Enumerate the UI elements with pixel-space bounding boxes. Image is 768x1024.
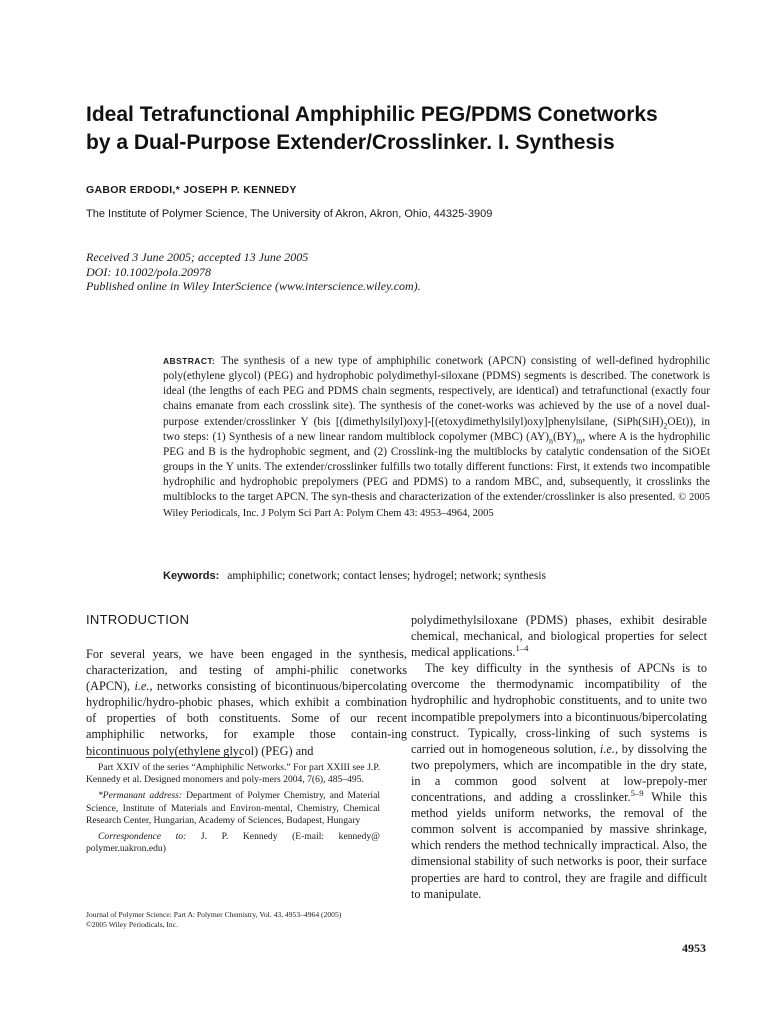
introduction-heading: INTRODUCTION	[86, 612, 190, 627]
right-p2-ie: i.e.	[599, 741, 615, 756]
right-column	[411, 612, 707, 902]
abstract-text-2: OEt)), in two steps: (1) Synthesis of a new linear random multiblock copolymer (MBC) (AY)	[163, 415, 710, 443]
keywords-list: amphiphilic; conetwork; contact lenses; hydrogel; network; synthesis	[227, 570, 546, 582]
footnote-correspondence	[86, 831, 380, 855]
footnote-series: Part XXIV of the series “Amphiphilic Networks.” For part XXIII see J.P. Kennedy et al. Designed monomers and poly-mers 2004, 7(6), 485–495.	[86, 762, 380, 786]
right-p1-text: polydimethylsiloxane (PDMS) phases, exhibit desirable chemical, mechanical, and biological properties for select medical applications.	[411, 613, 707, 660]
affiliation: The Institute of Polymer Science, The University of Akron, Akron, Ohio, 44325-3909	[86, 208, 493, 220]
keywords	[163, 570, 710, 582]
abstract-text-1: The synthesis of a new type of amphiphilic conetwork (APCN) consisting of well-defined hydrophilic poly(ethylene glycol) (PEG) and hydrophobic polydimethyl-siloxane (PDMS) segments is described. The conetwork is ideal (the lengths of each PEG and PDMS chain segments, respectively, are identical) and tetrafunctional (exactly four chains emanate from each crosslink site). The synthesis of the conet-works was achieved by the use of a novel dual-purpose extender/crosslinker Y (bis [(dimethylsilyl)oxy]-[(etoxydimethylsilyl)oxy]phenylsilane, (SiPh(SiH)	[163, 355, 710, 428]
footnote-address-label: *Permanant address:	[98, 790, 183, 802]
footnote-rule	[86, 757, 242, 758]
intro-p1-ie: i.e.	[134, 679, 150, 694]
keywords-heading: Keywords:	[163, 570, 220, 582]
publication-dates	[86, 250, 421, 294]
journal-line-1: Journal of Polymer Science: Part A: Polymer Chemistry, Vol. 43, 4953–4964 (2005)	[86, 910, 342, 919]
title-line-1: Ideal Tetrafunctional Amphiphilic PEG/PDMS Conetworks	[86, 103, 658, 126]
journal-line-2: ©2005 Wiley Periodicals, Inc.	[86, 920, 178, 929]
published-line: Published online in Wiley InterScience (www.interscience.wiley.com).	[86, 279, 421, 293]
received-line: Received 3 June 2005; accepted 13 June 2005	[86, 250, 309, 264]
reference-1-4[interactable]: 1–4	[515, 643, 529, 654]
abstract-sub-2: n	[548, 436, 553, 446]
journal-info	[86, 910, 406, 930]
footnote-correspondence-label: Correspondence to:	[98, 831, 187, 843]
abstract	[163, 354, 710, 521]
right-paragraph-2	[411, 660, 707, 901]
authors: GABOR ERDODI,* JOSEPH P. KENNEDY	[86, 184, 297, 196]
abstract-sub-3: m	[576, 436, 583, 446]
left-column	[86, 612, 407, 759]
abstract-text-3: (BY)	[552, 430, 577, 443]
footnotes	[86, 762, 380, 859]
doi-line[interactable]: DOI: 10.1002/pola.20978	[86, 264, 211, 279]
intro-paragraph-1	[86, 646, 407, 759]
abstract-sub-1: 2	[663, 420, 668, 430]
right-paragraph-1	[411, 612, 707, 660]
intro-p1-text-a: For several years, we have been engaged in the synthesis, characterization, and testing of amphi-philic conetworks (APCN),	[86, 647, 407, 694]
right-p2-text-c: While this method yields uniform networks, the removal of the common solvent is accompanied by massive shrinkage, which renders the method technically impractical. Also, the dimensional stability of such networks is poor, their surface properties are hard to control, they are fragile and difficult to manipulate.	[411, 790, 707, 901]
intro-p1-text-b: , networks consisting of bicontinuous/bipercolating hydrophilic/hydro-phobic phases, which exhibit a combination of properties of both constituents. Some of our recent amphiphilic networks, for example those contain-ing bicontinuous poly(ethylene glycol) (PEG) and	[86, 679, 407, 758]
footnote-address-text: Department of Polymer Chemistry, and Material Science, Institute of Materials and Environ-mental, Chemistry, Chemical Research Center, Hungarian, Academy of Sciences, Budapest, Hungary	[86, 790, 380, 826]
footnote-address	[86, 790, 380, 827]
abstract-heading: ABSTRACT:	[163, 356, 216, 366]
page-number: 4953	[682, 941, 706, 955]
abstract-citation: © 2005 Wiley Periodicals, Inc. J Polym Sci Part A: Polym Chem 43: 4953–4964, 2005	[163, 492, 710, 519]
right-p2-text-a: The key difficulty in the synthesis of APCNs is to overcome the thermodynamic incompatibility of the hydrophilic and hydrophobic constituents, and to unite two incompatible prepolymers into a bicontinuous/bipercolating construct. Typically, cross-linking of such systems is carried out in homogeneous solution,	[411, 661, 707, 756]
article-title	[86, 101, 726, 157]
footnote-correspondence-text[interactable]: J. P. Kennedy (E-mail: kennedy@ polymer.uakron.edu)	[86, 831, 380, 855]
right-p2-text-b: , by dissolving the two prepolymers, which are incompatible in the dry state, in a common good solvent at low-prepoly-mer concentrations, and adding a crosslinker.	[411, 741, 707, 805]
title-line-2: by a Dual-Purpose Extender/Crosslinker. I. Synthesis	[86, 131, 615, 154]
reference-5-9[interactable]: 5–9	[630, 787, 644, 798]
abstract-text-4: , where A is the hydrophilic PEG and B is the hydrophobic segment, and (2) Crosslink-ing the multiblocks by catalytic condensation of the SiOEt groups in the Y units. The extender/crosslinker fulfills two totally different functions: First, it extends two incompatible hydrophilic and hydrophobic prepolymers (PEG and PDMS) to a random MBC, and, subsequently, it crosslinks the multiblocks to the target APCN. The syn-thesis and characterization of the extender/crosslinker is also presented.	[163, 430, 710, 504]
